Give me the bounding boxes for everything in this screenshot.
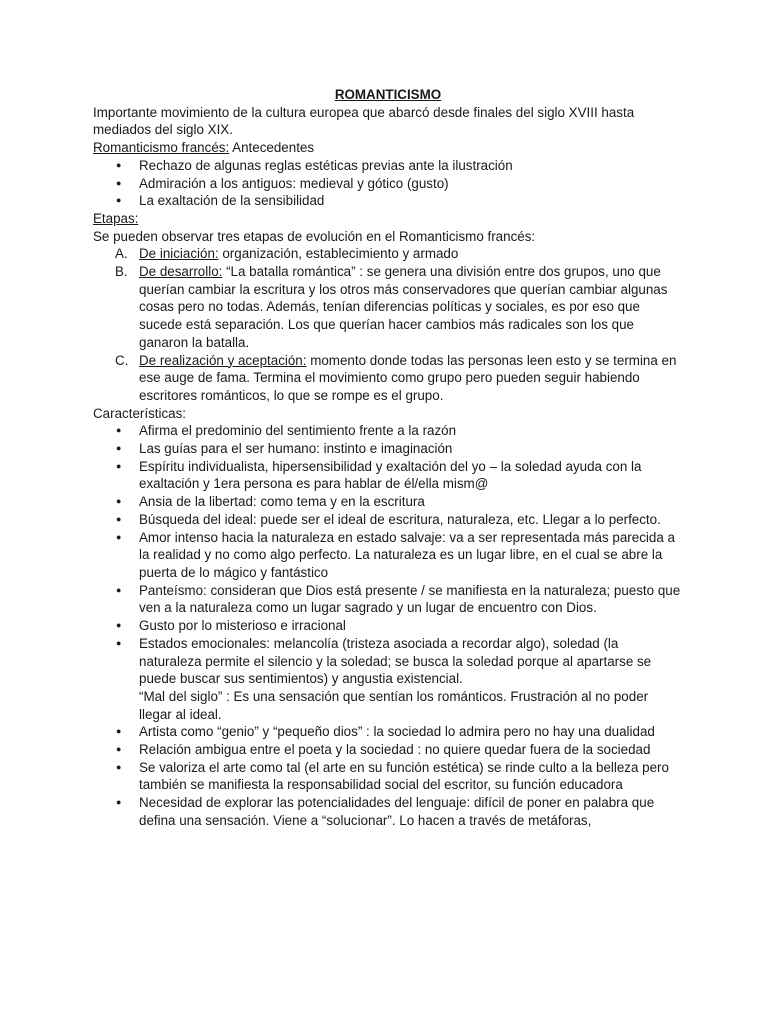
list-marker: B.: [115, 264, 128, 280]
etapa-item: [93, 263, 683, 352]
etapas-heading: Etapas:: [93, 210, 139, 226]
antecedentes-heading: [93, 139, 683, 157]
antecedentes-heading-label: Romanticismo francés:: [93, 140, 230, 156]
list-item-text: Estados emocionales: melancolía (tristeza asociada a recordar algo), soledad (la naturaleza permite el silencio y la soledad; se busca la soledad porque al apartarse se puede buscar sus sentimientos) y angustia existencial.: [139, 635, 652, 687]
list-item: ● Búsqueda del ideal: puede ser el ideal de escritura, naturaleza, etc. Llegar a lo perfecto.: [93, 511, 683, 529]
list-item: ● Panteísmo: consideran que Dios está presente / se manifiesta en la naturaleza; puesto que ven a la naturaleza como un lugar sagrado y un lugar de encuentro con Dios.: [93, 582, 683, 617]
list-item: ● Espíritu individualista, hipersensibilidad y exaltación del yo – la soledad ayuda con la exaltación y 1era persona es para hablar de él/ella mism@: [93, 458, 683, 493]
etapas-intro: Se pueden observar tres etapas de evolución en el Romanticismo francés:: [93, 228, 536, 244]
caracteristicas-list: [93, 422, 683, 829]
antecedentes-heading-rest: Antecedentes: [229, 140, 315, 156]
list-marker: A.: [115, 246, 128, 262]
list-item: ● Admiración a los antiguos: medieval y gótico (gusto): [93, 175, 683, 193]
list-marker: C.: [115, 352, 129, 368]
list-item: ● Artista como “genio” y “pequeño dios” : la sociedad lo admira pero no hay una dualidad: [93, 723, 683, 741]
antecedentes-list: [93, 157, 683, 210]
list-item: [93, 635, 683, 724]
intro-paragraph: Importante movimiento de la cultura europea que abarcó desde finales del siglo XVIII hasta mediados del siglo XIX.: [93, 104, 635, 138]
etapa-item: [93, 352, 683, 405]
etapa-label: De iniciación:: [139, 246, 219, 262]
page-title: ROMANTICISMO: [334, 87, 442, 102]
etapas-list: [93, 245, 683, 404]
list-item: ● La exaltación de la sensibilidad: [93, 192, 683, 210]
etapa-text: “La batalla romántica” : se genera una división entre dos grupos, uno que querían cambiar la escritura y los otros más conservadores que querían cambiar algunas cosas pero no todas. Además, tenían diferencias políticas y sociales, es por eso que sucede está separación. Los que querían hacer cambios más radicales son los que ganaron la batalla.: [139, 264, 668, 350]
list-item: ● Amor intenso hacia la naturaleza en estado salvaje: va a ser representada más parecida a la realidad y no como algo perfecto. La naturaleza es un lugar libre, en el cual se abre la puerta de lo mágico y fantástico: [93, 529, 683, 582]
etapa-text: organización, establecimiento y armado: [218, 246, 459, 262]
list-item: ● Ansia de la libertad: como tema y en la escritura: [93, 493, 683, 511]
list-item: ● Rechazo de algunas reglas estéticas previas ante la ilustración: [93, 157, 683, 175]
list-item: ● Gusto por lo misterioso e irracional: [93, 617, 683, 635]
etapa-label: De desarrollo:: [139, 264, 223, 280]
caracteristicas-heading: Características:: [93, 405, 187, 421]
list-item: ● Afirma el predominio del sentimiento frente a la razón: [93, 422, 683, 440]
mal-del-siglo-note: “Mal del siglo” : Es una sensación que sentían los románticos. Frustración al no poder llegar al ideal.: [139, 688, 649, 722]
etapa-label: De realización y aceptación:: [139, 352, 307, 368]
list-item: ● Las guías para el ser humano: instinto e imaginación: [93, 440, 683, 458]
etapa-item: [93, 245, 683, 263]
list-item: ● Se valoriza el arte como tal (el arte en su función estética) se rinde culto a la belleza pero también se manifiesta la responsabilidad social del escritor, su función educadora: [93, 759, 683, 794]
list-item: ● Necesidad de explorar las potencialidades del lenguaje: difícil de poner en palabra que defina una sensación. Viene a “solucionar”. Lo hacen a través de metáforas,: [93, 794, 683, 829]
document-page: [93, 86, 683, 830]
list-item: ● Relación ambigua entre el poeta y la sociedad : no quiere quedar fuera de la sociedad: [93, 741, 683, 759]
etapa-text: momento donde todas las personas leen esto y se termina en ese auge de fama. Termina el movimiento como grupo pero pueden seguir habiendo escritores románticos, lo que se rompe es el grupo.: [139, 352, 677, 403]
